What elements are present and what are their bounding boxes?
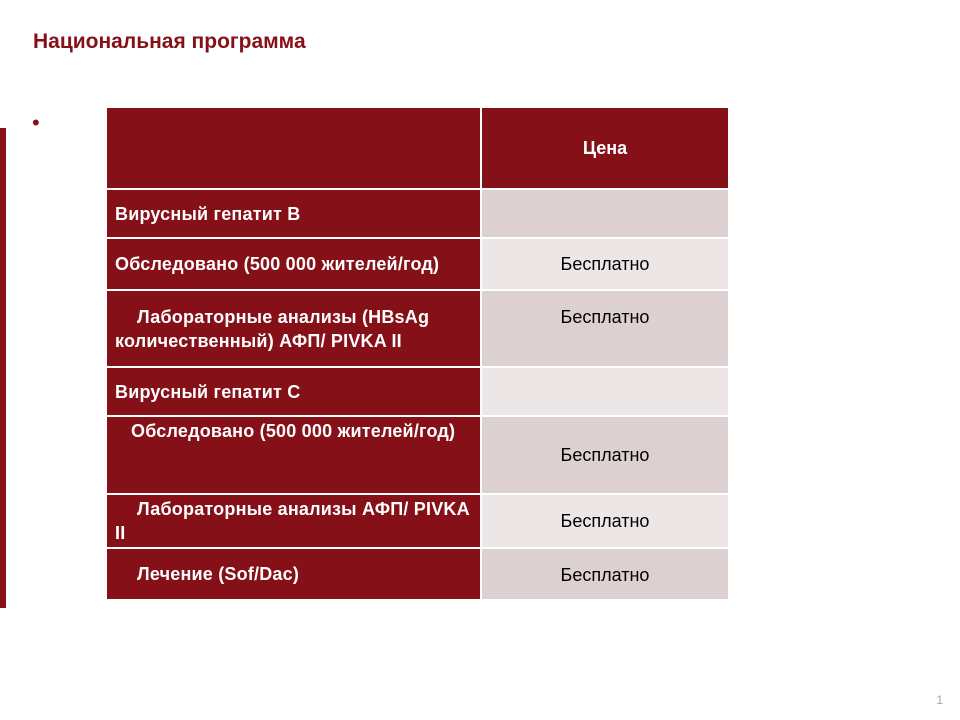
row-value — [481, 189, 729, 238]
row-label: Вирусный гепатит С — [106, 367, 481, 416]
table-row — [106, 367, 729, 416]
bullet-point: • — [32, 110, 40, 135]
table-row — [106, 290, 729, 367]
row-label: Обследовано (500 000 жителей/год) — [106, 416, 481, 494]
table-row — [106, 189, 729, 238]
table-header-empty — [106, 107, 481, 189]
accent-side-bar — [0, 128, 6, 608]
row-label: Лабораторные анализы АФП/ PIVKA II — [106, 494, 481, 548]
row-value: Бесплатно — [481, 290, 729, 367]
row-value: Бесплатно — [481, 416, 729, 494]
row-value: Бесплатно — [481, 238, 729, 290]
row-label: Вирусный гепатит В — [106, 189, 481, 238]
slide-title: Национальная программа — [33, 30, 306, 53]
table-row — [106, 238, 729, 290]
table-row — [106, 494, 729, 548]
row-label: Лабораторные анализы (HBsAg количественный) АФП/ PIVKA II — [106, 290, 481, 367]
row-label: Обследовано (500 000 жителей/год) — [106, 238, 481, 290]
row-value — [481, 367, 729, 416]
table-row — [106, 548, 729, 600]
table-row — [106, 416, 729, 494]
table-header-row — [106, 107, 729, 189]
row-value: Бесплатно — [481, 548, 729, 600]
table-header-price: Цена — [481, 107, 729, 189]
page-number: 1 — [936, 693, 943, 707]
row-value: Бесплатно — [481, 494, 729, 548]
price-table — [105, 106, 730, 601]
row-label: Лечение (Sof/Dac) — [106, 548, 481, 600]
